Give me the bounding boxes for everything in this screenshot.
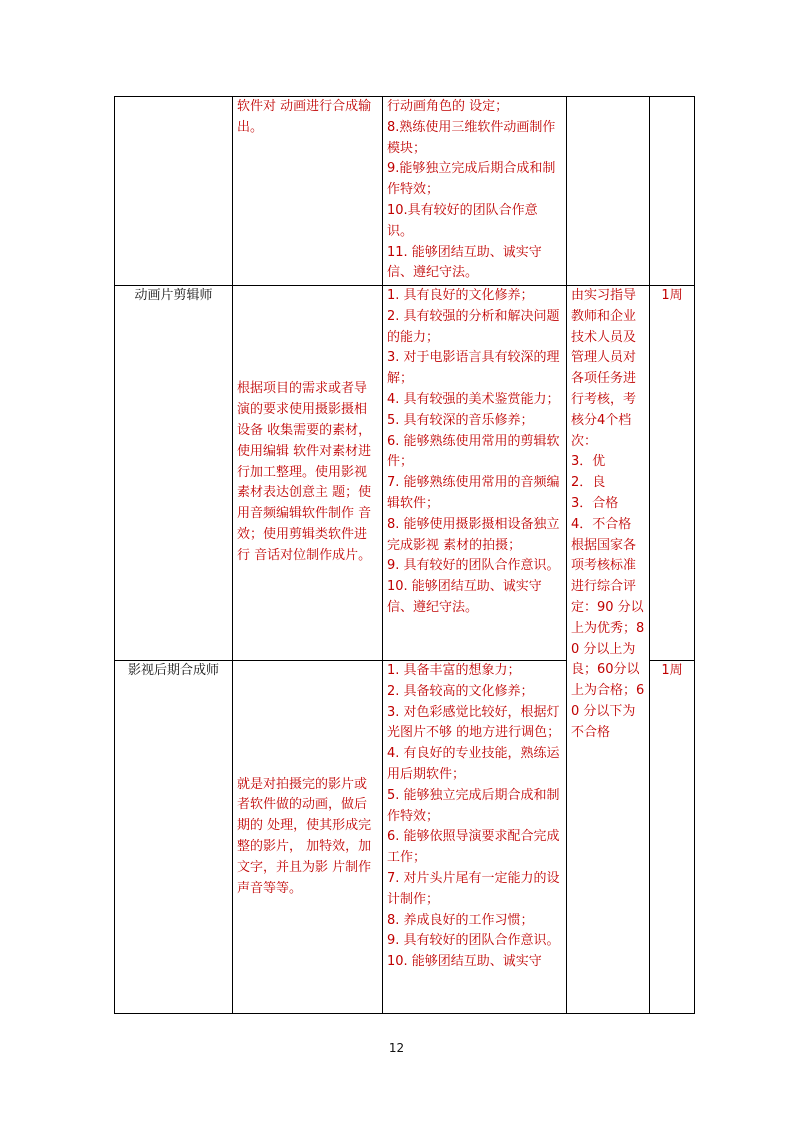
requirement-item: 7. 对片头片尾有一定能力的设计制作； (387, 870, 560, 907)
assessment-line: 由实习指导教师和企业技术人员及管理人员对各项任务进行考核，考核分4个档次： (571, 288, 637, 449)
requirement-item: 3. 对于电影语言具有较深的理解； (387, 350, 560, 387)
requirement-item: 5. 具有较深的音乐修养； (387, 412, 534, 428)
page-number: 12 (388, 1041, 405, 1055)
requirement-item: 10. 能够团结互助、诚实守信、遵纪守法。 (387, 579, 542, 615)
requirement-item: 9. 具有较好的团队合作意识。 (387, 933, 560, 949)
requirement-item: 8. 能够使用摄影摄相设备独立完成影视 素材的拍摄； (387, 516, 560, 553)
requirement-item: 行动画角色的 设定； (387, 99, 509, 114)
duration-cell: 1周 (650, 661, 695, 1014)
table-row (115, 97, 695, 286)
assessment-cell-empty (567, 97, 650, 286)
requirement-item: 6. 能够熟练使用常用的剪辑软件； (387, 433, 560, 470)
requirement-item: 8. 养成良好的工作习惯； (387, 912, 534, 928)
duration-cell: 1周 (650, 286, 695, 661)
assessment-line: 3．合格 (571, 495, 619, 511)
requirement-item: 7. 能够熟练使用常用的音频编辑软件； (387, 475, 560, 511)
role-cell (115, 97, 233, 286)
requirement-item: 4. 有良好的专业技能，熟练运用后期软件； (387, 746, 560, 782)
requirement-item: 10.具有较好的团队合作意识。 (387, 202, 538, 239)
requirement-item: 5. 能够独立完成后期合成和制作特效； (387, 787, 560, 824)
requirement-item: 2. 具备较高的文化修养； (387, 683, 534, 699)
requirements-cell (383, 97, 567, 286)
requirement-item: 3. 对色彩感觉比较好，根据灯光图片不够 的地方进行调色； (387, 704, 561, 741)
description-cell: 就是对拍摄完的影片或 者软件做的动画，做后期的 处理，使其形成完整的影片， 加特效，加文字，并且为影 片制作声音等等。 (233, 661, 383, 1014)
requirement-item: 4. 具有较强的美术鉴赏能力； (387, 391, 560, 407)
requirement-item: 1. 具有良好的文化修养； (387, 288, 534, 303)
requirement-item: 2. 具有较强的分析和解决问题的能力； (387, 308, 560, 345)
table-row (115, 286, 695, 661)
role-cell: 动画片剪辑师 (115, 286, 233, 661)
assessment-cell (567, 286, 650, 1014)
requirement-item: 10. 能够团结互助、诚实守 (387, 954, 542, 970)
role-cell: 影视后期合成师 (115, 661, 233, 1014)
requirement-item: 1. 具备丰富的想象力； (387, 663, 521, 678)
description-cell: 根据项目的需求或者导 演的要求使用摄影摄相设备 收集需要的素材，使用编辑 软件对素材进行加工整理。使用影视素材表达创意主 题；使用音频编辑软件制作 音效；使用剪辑类软件进行 音话对位制作成片。 (233, 286, 383, 661)
requirement-item: 6. 能够依照导演要求配合完成工作； (387, 829, 560, 866)
requirement-item: 11. 能够团结互助、诚实守信、遵纪守法。 (387, 244, 542, 281)
requirements-cell (383, 286, 567, 661)
requirements-cell (383, 661, 567, 1014)
training-table (114, 96, 695, 1014)
assessment-line: 根据国家各项考核标准进行综合评定：90 分以上为优秀；80 分以上为良；60分以上为合格；60 分以下为不合格 (571, 537, 645, 740)
assessment-line: 2．良 (571, 475, 606, 491)
assessment-line: 4．不合格 (571, 516, 632, 532)
requirement-item: 9.能够独立完成后期合成和制作特效； (387, 161, 556, 198)
description-cell: 软件对 动画进行合成输出。 (233, 97, 383, 286)
requirement-item: 8.熟练使用三维软件动画制作模块； (387, 119, 556, 156)
requirement-item: 9. 具有较好的团队合作意识。 (387, 558, 560, 574)
duration-cell-empty (650, 97, 695, 286)
assessment-line: 3．优 (571, 454, 606, 470)
